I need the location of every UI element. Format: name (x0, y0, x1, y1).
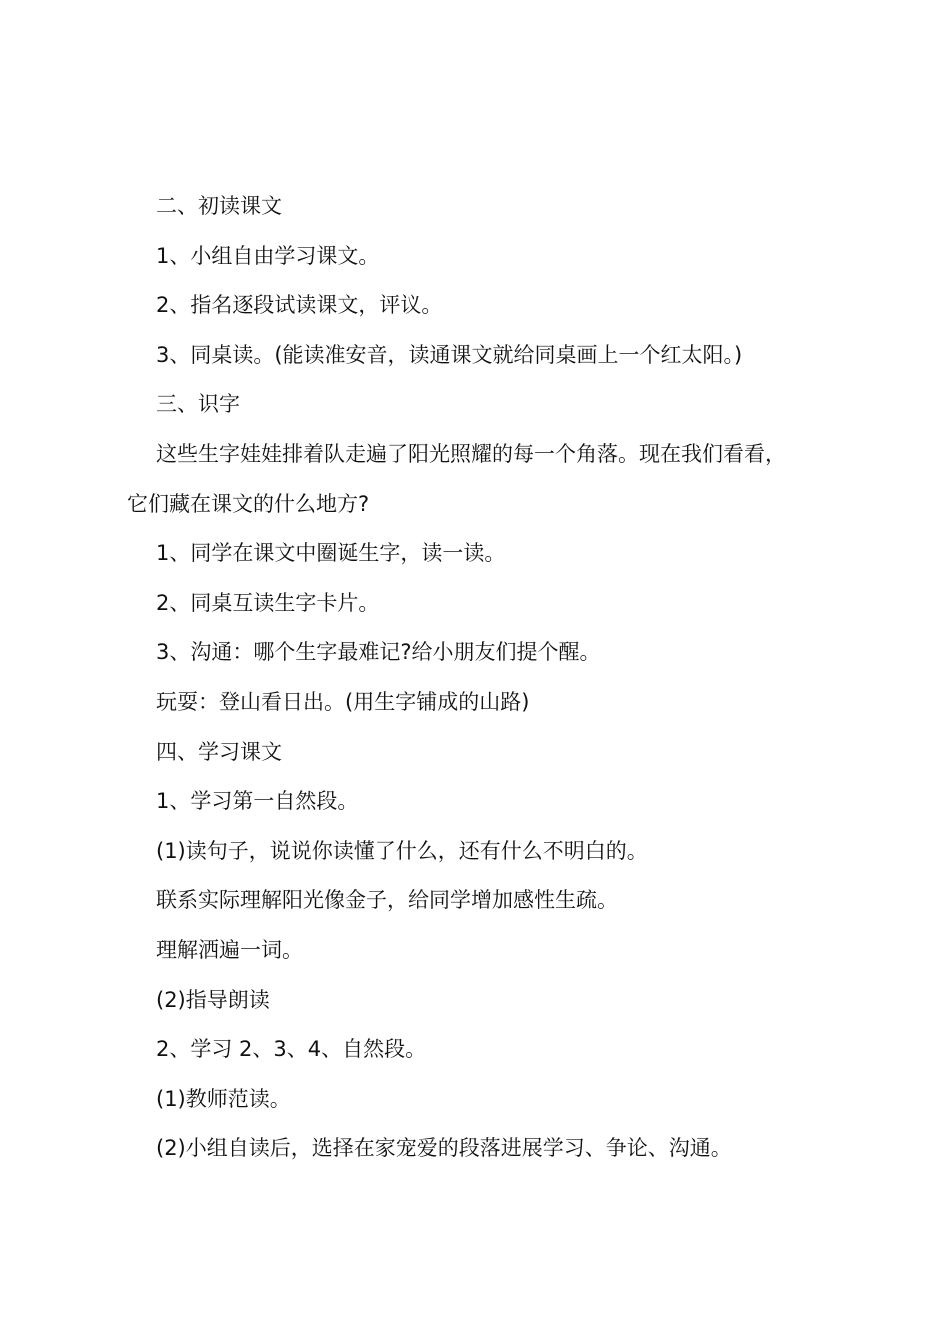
paragraph-line: 1、学习第一自然段。 (156, 789, 359, 814)
paragraph-line-continuation: 它们藏在课文的什么地方? (127, 491, 370, 516)
paragraph-line: (2)指导朗读 (156, 987, 270, 1012)
paragraph-line: 2、同桌互读生字卡片。 (156, 590, 380, 615)
paragraph-line: 2、指名逐段试读课文，评议。 (156, 293, 443, 318)
paragraph-line: 玩耍：登山看日出。(用生字铺成的山路) (156, 689, 530, 714)
paragraph-line: 3、同桌读。(能读准安音，读通课文就给同桌画上一个红太阳。) (156, 342, 743, 367)
section-heading-first-reading: 二、初读课文 (156, 194, 282, 218)
paragraph-line: 这些生字娃娃排着队走遍了阳光照耀的每一个角落。现在我们看看， (156, 441, 786, 466)
section-heading-literacy: 三、识字 (156, 392, 240, 417)
paragraph-line: 理解洒遍一词。 (156, 937, 303, 962)
paragraph-line: (2)小组自读后，选择在家宠爱的段落进展学习、争论、沟通。 (156, 1136, 732, 1161)
paragraph-line: 2、学习 2、3、4、自然段。 (156, 1037, 427, 1062)
paragraph-line: (1)读句子，说说你读懂了什么，还有什么不明白的。 (156, 838, 648, 863)
document-body (127, 182, 837, 1174)
paragraph-line: 1、小组自由学习课文。 (156, 243, 380, 268)
paragraph-line: 1、同学在课文中圈诞生字，读一读。 (156, 541, 506, 566)
paragraph-line: 联系实际理解阳光像金子，给同学增加感性生疏。 (156, 888, 618, 913)
paragraph-line: 3、沟通：哪个生字最难记?给小朋友们提个醒。 (156, 640, 601, 665)
section-heading-study-text: 四、学习课文 (156, 739, 282, 764)
paragraph-line: (1)教师范读。 (156, 1086, 291, 1111)
